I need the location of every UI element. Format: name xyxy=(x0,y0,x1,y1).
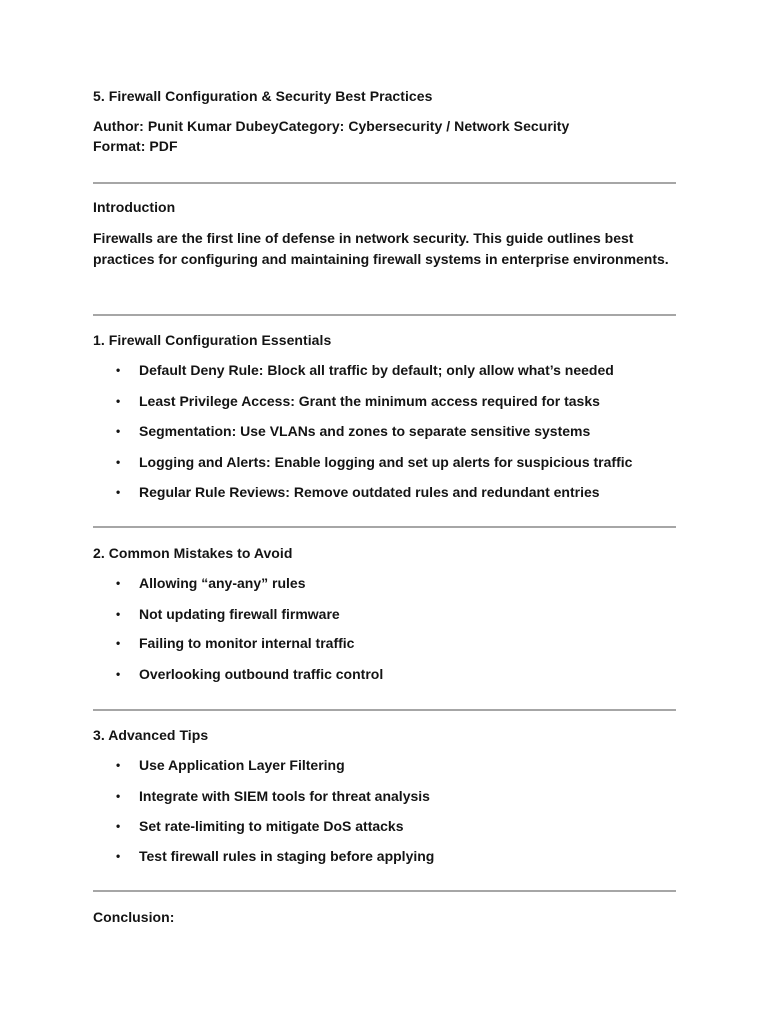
bullet-icon: • xyxy=(116,363,121,377)
document-title: 5. Firewall Configuration & Security Best Practices xyxy=(93,88,433,104)
list-item-text: Test firewall rules in staging before applying xyxy=(139,848,435,864)
list-item-text: Not updating firewall firmware xyxy=(139,606,340,622)
list-item-text: Use Application Layer Filtering xyxy=(139,757,345,773)
bullet-icon: • xyxy=(116,424,121,438)
divider xyxy=(93,182,676,184)
bullet-icon: • xyxy=(116,819,121,833)
bullet-icon: • xyxy=(116,394,121,408)
divider xyxy=(93,526,676,528)
bullet-icon: • xyxy=(116,789,121,803)
section-3-heading: 3. Advanced Tips xyxy=(93,727,209,743)
bullet-icon: • xyxy=(116,758,121,772)
bullet-icon: • xyxy=(116,455,121,469)
bullet-icon: • xyxy=(116,667,121,681)
format-line: Format: PDF xyxy=(93,138,178,154)
bullet-icon: • xyxy=(116,849,121,863)
list-item-text: Segmentation: Use VLANs and zones to separate sensitive systems xyxy=(139,423,591,439)
list-item-text: Overlooking outbound traffic control xyxy=(139,666,384,682)
bullet-icon: • xyxy=(116,607,121,621)
bullet-icon: • xyxy=(116,576,121,590)
divider xyxy=(93,314,676,316)
intro-paragraph: Firewalls are the first line of defense in network security. This guide outlines best practices for configuring and maintaining firewall systems in enterprise environments. xyxy=(93,230,669,267)
list-item-text: Logging and Alerts: Enable logging and set up alerts for suspicious traffic xyxy=(139,454,633,470)
bullet-icon: • xyxy=(116,636,121,650)
list-item-text: Least Privilege Access: Grant the minimum access required for tasks xyxy=(139,393,600,409)
list-item-text: Integrate with SIEM tools for threat analysis xyxy=(139,788,430,804)
list-item-text: Set rate-limiting to mitigate DoS attacks xyxy=(139,818,404,834)
list-item-text: Regular Rule Reviews: Remove outdated rules and redundant entries xyxy=(139,484,600,500)
divider xyxy=(93,890,676,892)
conclusion-heading: Conclusion: xyxy=(93,909,175,925)
list-item-text: Allowing “any-any” rules xyxy=(139,575,306,591)
section-2-heading: 2. Common Mistakes to Avoid xyxy=(93,545,293,561)
author-category-line: Author: Punit Kumar DubeyCategory: Cybersecurity / Network Security xyxy=(93,118,570,134)
intro-heading: Introduction xyxy=(93,199,176,215)
divider xyxy=(93,709,676,711)
bullet-icon: • xyxy=(116,485,121,499)
list-item-text: Default Deny Rule: Block all traffic by default; only allow what’s needed xyxy=(139,362,614,378)
section-1-heading: 1. Firewall Configuration Essentials xyxy=(93,332,332,348)
list-item-text: Failing to monitor internal traffic xyxy=(139,635,355,651)
